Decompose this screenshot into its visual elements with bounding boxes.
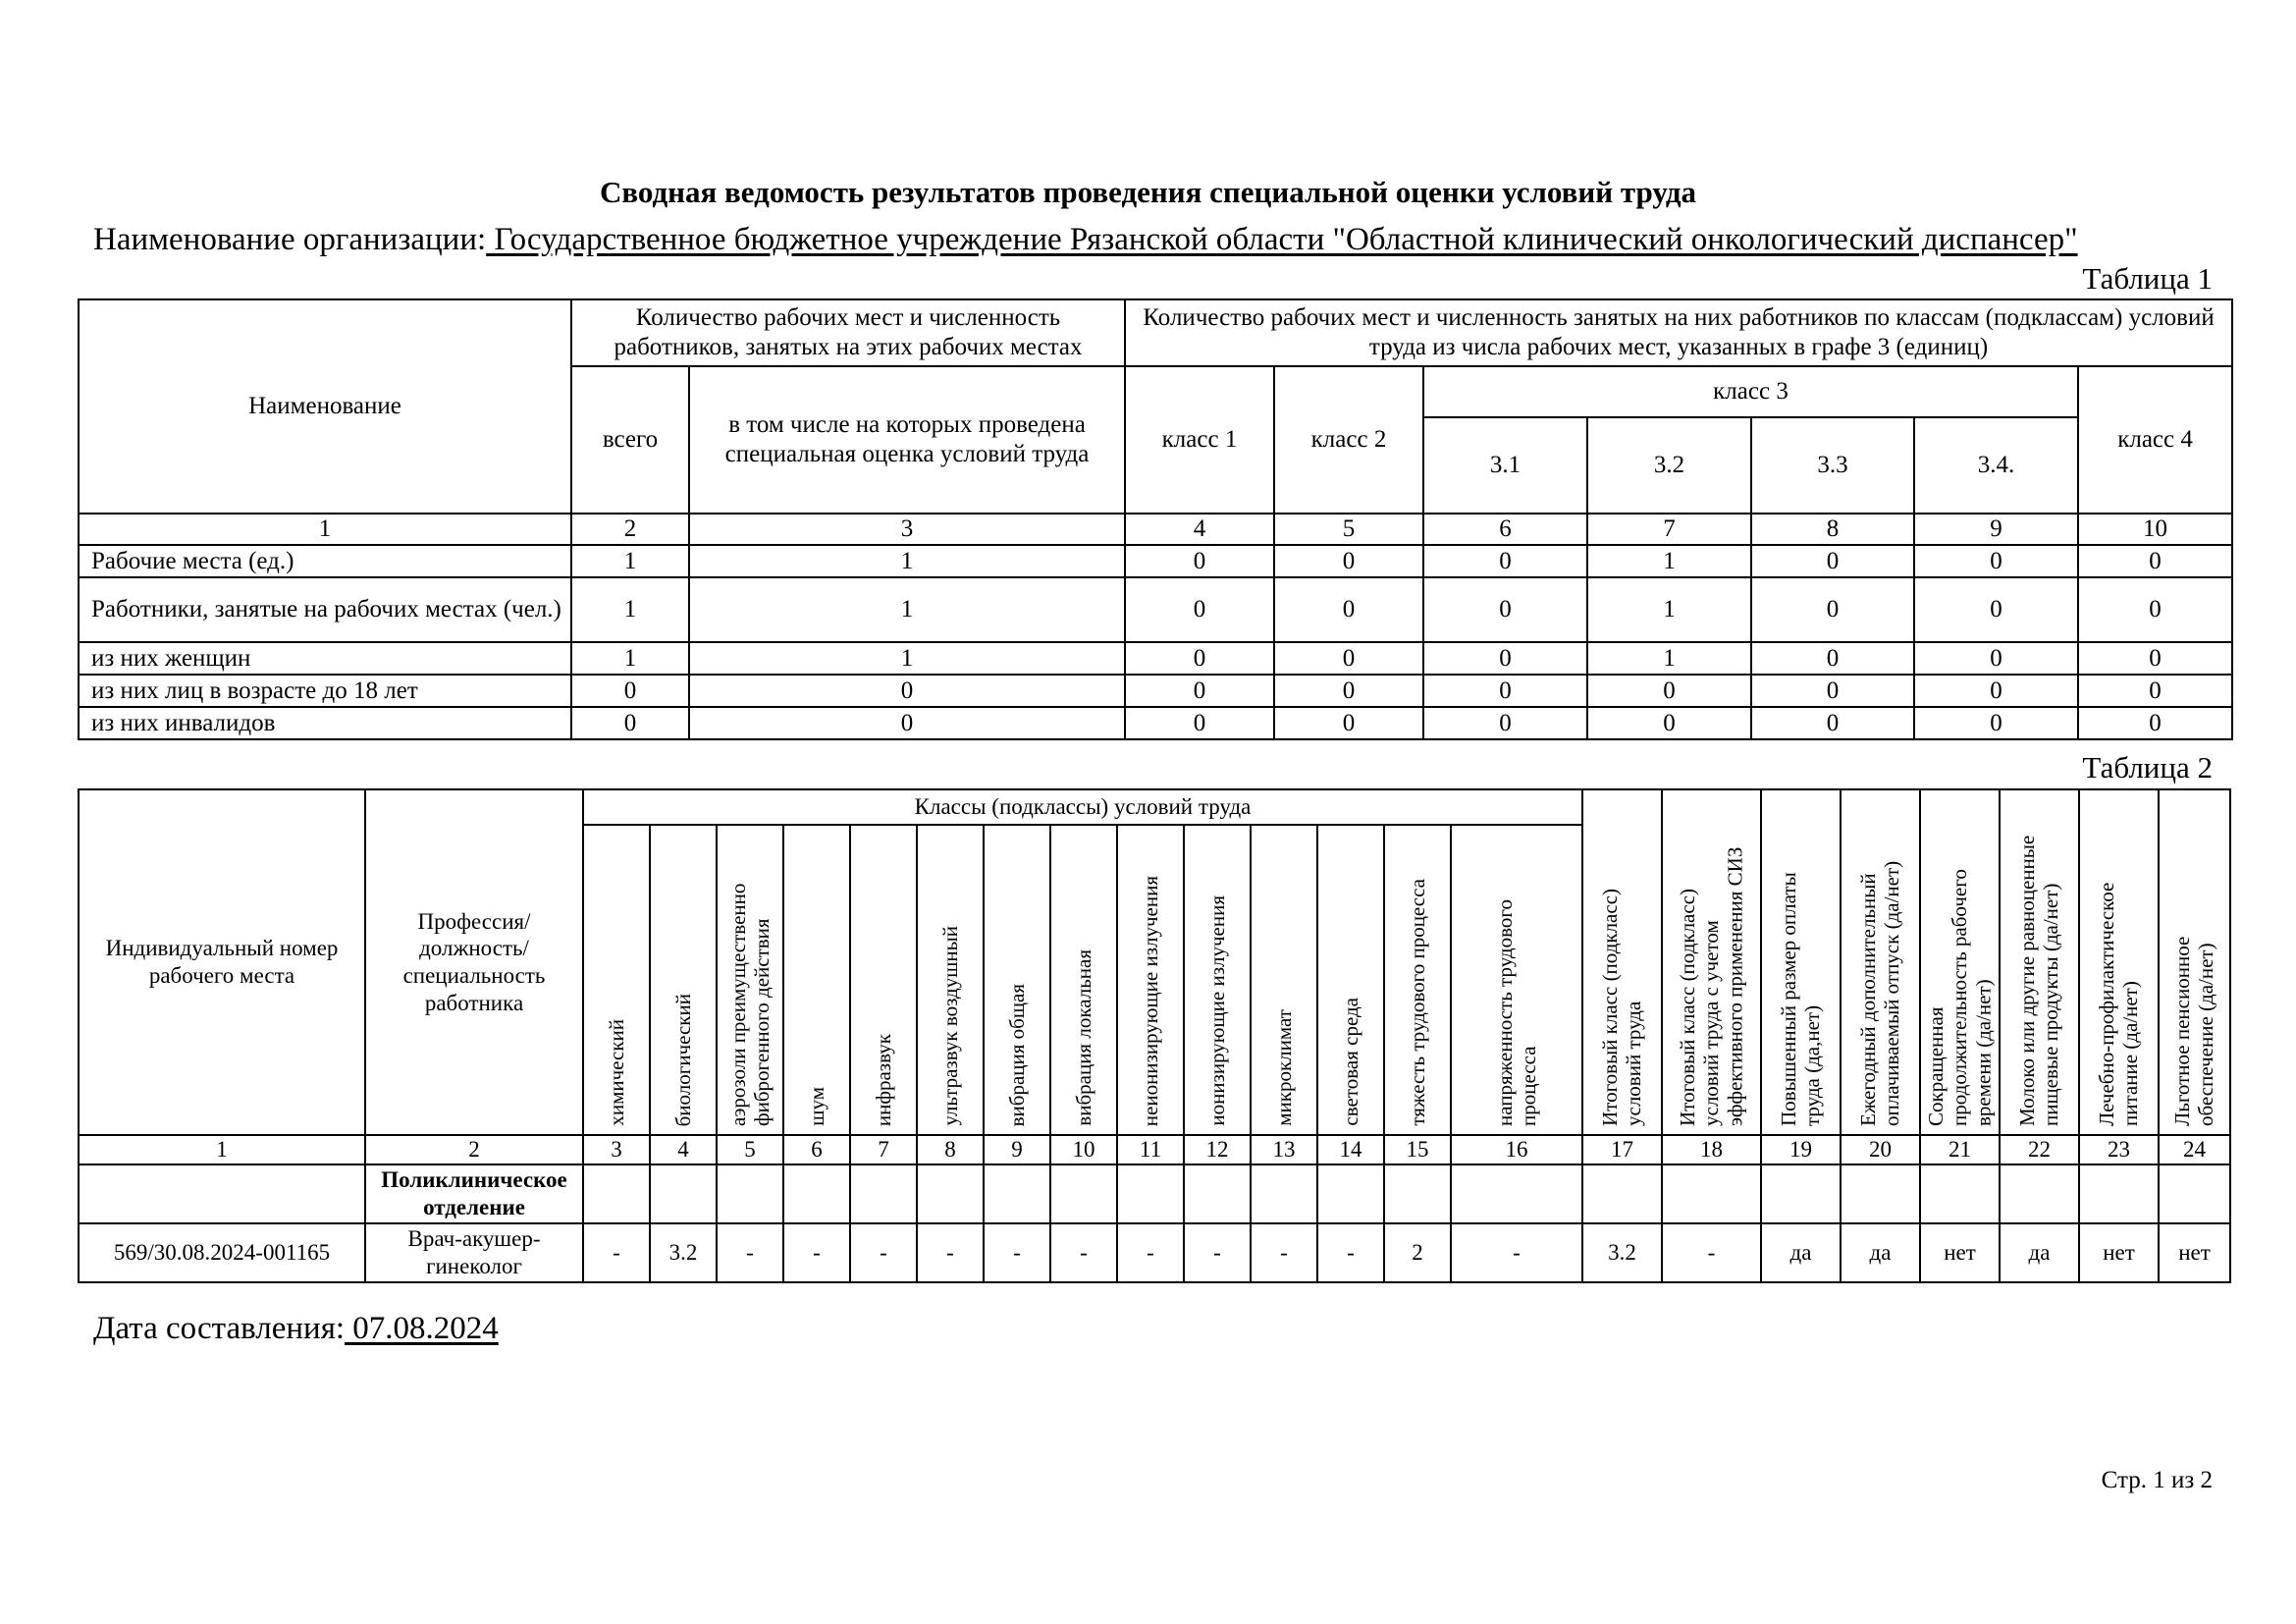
cell: 0 xyxy=(689,675,1125,707)
t1-header-name: Наименование xyxy=(79,299,571,514)
cell: - xyxy=(1251,1223,1317,1282)
t2-factor-non-ionizing xyxy=(1117,825,1184,1135)
cell: 1 xyxy=(689,545,1125,577)
cell: да xyxy=(1761,1223,1841,1282)
t2-colnum: 15 xyxy=(1384,1135,1451,1164)
t1-colnum: 6 xyxy=(1423,514,1587,545)
t2-factor-lighting xyxy=(1317,825,1384,1135)
header-text: ультразвук воздушный xyxy=(937,926,962,1126)
t1-colnum: 10 xyxy=(2078,514,2232,545)
cell: 0 xyxy=(1274,577,1423,642)
t2-colnum: 21 xyxy=(1920,1135,2000,1164)
t2-factor-aerosols xyxy=(717,825,783,1135)
organization-name: Государственное бюджетное учреждение Рязанской области "Областной клинический онкологический диспансер" xyxy=(486,222,2078,257)
header-text: вибрация общая xyxy=(1004,983,1029,1126)
t2-colnum: 4 xyxy=(650,1135,717,1164)
cell: 0 xyxy=(1751,577,1914,642)
t1-colnum: 3 xyxy=(689,514,1125,545)
t2-colnum: 8 xyxy=(917,1135,984,1164)
cell: нет xyxy=(2159,1223,2230,1282)
t1-header-class4: класс 4 xyxy=(2078,366,2232,514)
header-text: неионизирующие излучения xyxy=(1138,875,1162,1126)
t2-colnum: 18 xyxy=(1662,1135,1761,1164)
workplace-table xyxy=(78,788,2231,1283)
t1-header-total: всего xyxy=(571,366,689,514)
header-text: инфразвук xyxy=(871,1033,895,1126)
cell: - xyxy=(1117,1223,1184,1282)
summary-table xyxy=(78,298,2233,740)
t2-header-vacation xyxy=(1841,789,1920,1135)
table-row xyxy=(79,707,2232,739)
t1-colnum: 4 xyxy=(1125,514,1274,545)
date-label: Дата составления: xyxy=(93,1311,346,1346)
row-label: из них женщин xyxy=(79,642,571,675)
cell: 0 xyxy=(1274,545,1423,577)
cell: 3.2 xyxy=(1582,1223,1662,1282)
cell: 0 xyxy=(2078,577,2232,642)
t1-colnum: 5 xyxy=(1274,514,1423,545)
t2-colnum: 19 xyxy=(1761,1135,1841,1164)
page-number: Стр. 1 из 2 xyxy=(2101,1467,2213,1493)
header-text: химический xyxy=(604,1019,628,1126)
cell: - xyxy=(1184,1223,1251,1282)
date-value: 07.08.2024 xyxy=(345,1311,499,1346)
t1-header-class1: класс 1 xyxy=(1125,366,1274,514)
t2-colnum: 12 xyxy=(1184,1135,1251,1164)
cell: 0 xyxy=(1914,545,2078,577)
cell: 1 xyxy=(1587,545,1751,577)
t2-header-profession: Профессия/ должность/ специальность работника xyxy=(365,789,583,1135)
compilation-date xyxy=(93,1311,499,1347)
header-text: Итоговый класс (подкласс) условий труда xyxy=(1598,888,1646,1126)
cell: - xyxy=(717,1223,783,1282)
cell: - xyxy=(917,1223,984,1282)
empty-cell xyxy=(984,1164,1050,1223)
t2-header-final-class xyxy=(1582,789,1662,1135)
t2-factor-infrasound xyxy=(850,825,917,1135)
t2-factor-biological xyxy=(650,825,717,1135)
header-text: напряженность трудового процесса xyxy=(1492,899,1540,1126)
empty-cell xyxy=(583,1164,650,1223)
header-text: микроклимат xyxy=(1271,1009,1296,1126)
empty-cell xyxy=(1117,1164,1184,1223)
cell: - xyxy=(1317,1223,1384,1282)
t2-colnum: 9 xyxy=(984,1135,1050,1164)
t1-header-classes: Количество рабочих мест и численность занятых на них работников по классам (подклассам) условий труда из числа рабочих мест, указанных в графе 3 (единиц) xyxy=(1125,299,2232,366)
t2-header-short-hours xyxy=(1920,789,2000,1135)
t2-factor-ultrasound xyxy=(917,825,984,1135)
row-label: Работники, занятые на рабочих местах (чел.) xyxy=(79,577,571,642)
cell: 0 xyxy=(2078,545,2232,577)
t2-colnum: 1 xyxy=(79,1135,365,1164)
cell: 0 xyxy=(1914,577,2078,642)
t1-header-3-4: 3.4. xyxy=(1914,417,2078,514)
table-row xyxy=(79,545,2232,577)
header-text: биологический xyxy=(670,993,695,1126)
page-title: Сводная ведомость результатов проведения специальной оценки условий труда xyxy=(599,175,1697,209)
cell: 0 xyxy=(1423,545,1587,577)
cell: 0 xyxy=(1423,642,1587,675)
cell: нет xyxy=(2079,1223,2159,1282)
cell: 0 xyxy=(1423,707,1587,739)
cell: 1 xyxy=(571,545,689,577)
cell: да xyxy=(2000,1223,2079,1282)
cell: 0 xyxy=(1125,545,1274,577)
cell: 1 xyxy=(1587,577,1751,642)
cell: 1 xyxy=(571,577,689,642)
cell: 0 xyxy=(1751,642,1914,675)
cell: - xyxy=(583,1223,650,1282)
t1-header-class3: класс 3 xyxy=(1423,366,2078,417)
t2-colnum: 22 xyxy=(2000,1135,2079,1164)
t2-colnum: 24 xyxy=(2159,1135,2230,1164)
t2-factor-ionizing xyxy=(1184,825,1251,1135)
cell: 0 xyxy=(1423,577,1587,642)
t1-header-3-1: 3.1 xyxy=(1423,417,1587,514)
cell: да xyxy=(1841,1223,1920,1282)
t2-colnum: 5 xyxy=(717,1135,783,1164)
cell: 0 xyxy=(571,707,689,739)
t1-colnum: 1 xyxy=(79,514,571,545)
header-text: Итоговый класс (подкласс) условий труда с учетом эффективного применения СИЗ xyxy=(1676,846,1747,1126)
t2-colnum: 10 xyxy=(1050,1135,1117,1164)
header-text: Льготное пенсионное обеспечение (да/нет) xyxy=(2170,936,2218,1126)
cell: 0 xyxy=(1274,707,1423,739)
t2-colnum: 13 xyxy=(1251,1135,1317,1164)
t1-colnum: 2 xyxy=(571,514,689,545)
t2-factor-chemical xyxy=(583,825,650,1135)
t1-header-assessed: в том числе на которых проведена специальная оценка условий труда xyxy=(689,366,1125,514)
header-text: Ежегодный дополнительный оплачиваемый отпуск (да/нет) xyxy=(1856,860,1904,1126)
t2-section-row xyxy=(79,1164,2230,1223)
t2-header-pension xyxy=(2159,789,2230,1135)
empty-cell xyxy=(1582,1164,1662,1223)
organization-line xyxy=(93,222,2078,258)
empty-cell xyxy=(2079,1164,2159,1223)
workplace-profession: Врач-акушер-гинеколог xyxy=(365,1223,583,1282)
header-text: аэрозоли преимущественно фиброгенного действия xyxy=(725,883,774,1126)
empty-cell xyxy=(783,1164,850,1223)
t2-header-classes: Классы (подклассы) условий труда xyxy=(583,789,1582,825)
cell: 0 xyxy=(689,707,1125,739)
header-text: Повышенный размер оплаты труда (да,нет) xyxy=(1777,872,1825,1126)
t2-header-nutrition xyxy=(2079,789,2159,1135)
t1-header-3-3: 3.3 xyxy=(1751,417,1914,514)
table-row xyxy=(79,1223,2230,1282)
cell: 0 xyxy=(1914,675,2078,707)
row-label: из них инвалидов xyxy=(79,707,571,739)
t2-colnum: 2 xyxy=(365,1135,583,1164)
t2-colnum: 16 xyxy=(1451,1135,1582,1164)
t1-colnum: 7 xyxy=(1587,514,1751,545)
empty-cell xyxy=(1050,1164,1117,1223)
t2-colnum: 6 xyxy=(783,1135,850,1164)
empty-cell xyxy=(717,1164,783,1223)
table-row xyxy=(79,642,2232,675)
cell: - xyxy=(1451,1223,1582,1282)
cell: - xyxy=(783,1223,850,1282)
empty-cell xyxy=(1317,1164,1384,1223)
cell: 0 xyxy=(1125,707,1274,739)
header-text: Лечебно-профилактическое питание (да/нет) xyxy=(2095,882,2143,1126)
header-text: тяжесть трудового процесса xyxy=(1405,879,1429,1126)
cell: 0 xyxy=(2078,707,2232,739)
cell: 1 xyxy=(571,642,689,675)
t2-factor-microclimate xyxy=(1251,825,1317,1135)
t2-header-milk xyxy=(2000,789,2079,1135)
cell: 1 xyxy=(689,642,1125,675)
section-title: Поликлиническое отделение xyxy=(365,1164,583,1223)
cell: 0 xyxy=(1914,707,2078,739)
t2-factor-severity xyxy=(1384,825,1451,1135)
empty-cell xyxy=(650,1164,717,1223)
header-text: Молоко или другие равноценные пищевые продукты (да/нет) xyxy=(2015,835,2063,1126)
t1-column-numbers xyxy=(79,514,2232,545)
cell: - xyxy=(850,1223,917,1282)
empty-cell xyxy=(1841,1164,1920,1223)
row-label: из них лиц в возрасте до 18 лет xyxy=(79,675,571,707)
cell: - xyxy=(1662,1223,1761,1282)
header-text: световая среда xyxy=(1338,998,1362,1126)
empty-cell xyxy=(2159,1164,2230,1223)
t1-header-class2: класс 2 xyxy=(1274,366,1423,514)
cell: 0 xyxy=(1125,642,1274,675)
cell: 3.2 xyxy=(650,1223,717,1282)
t1-colnum: 8 xyxy=(1751,514,1914,545)
empty-cell xyxy=(1451,1164,1582,1223)
empty-cell xyxy=(2000,1164,2079,1223)
empty-cell xyxy=(1184,1164,1251,1223)
cell: 0 xyxy=(1274,675,1423,707)
cell: 1 xyxy=(689,577,1125,642)
cell: 0 xyxy=(1751,675,1914,707)
t2-colnum: 20 xyxy=(1841,1135,1920,1164)
t2-column-numbers xyxy=(79,1135,2230,1164)
empty-cell xyxy=(850,1164,917,1223)
t2-colnum: 23 xyxy=(2079,1135,2159,1164)
empty-cell xyxy=(79,1164,365,1223)
t2-colnum: 11 xyxy=(1117,1135,1184,1164)
cell: 0 xyxy=(1751,545,1914,577)
cell: 0 xyxy=(2078,675,2232,707)
cell: 0 xyxy=(1423,675,1587,707)
t2-factor-intensity xyxy=(1451,825,1582,1135)
t2-header-final-class-siz xyxy=(1662,789,1761,1135)
organization-label: Наименование организации: xyxy=(93,222,487,257)
cell: 0 xyxy=(571,675,689,707)
empty-cell xyxy=(1761,1164,1841,1223)
empty-cell xyxy=(1251,1164,1317,1223)
cell: 0 xyxy=(1274,642,1423,675)
header-text: Сокращенная продолжительность рабочего времени (да/нет) xyxy=(1924,869,1996,1126)
t2-factor-noise xyxy=(783,825,850,1135)
cell: 1 xyxy=(1587,642,1751,675)
t2-colnum: 7 xyxy=(850,1135,917,1164)
t2-colnum: 3 xyxy=(583,1135,650,1164)
cell: 0 xyxy=(1587,675,1751,707)
table2-label: Таблица 2 xyxy=(2082,750,2213,785)
row-label: Рабочие места (ед.) xyxy=(79,545,571,577)
t2-colnum: 14 xyxy=(1317,1135,1384,1164)
cell: 0 xyxy=(1587,707,1751,739)
empty-cell xyxy=(1662,1164,1761,1223)
t2-colnum: 17 xyxy=(1582,1135,1662,1164)
t2-factor-vibration-general xyxy=(984,825,1050,1135)
workplace-id: 569/30.08.2024-001165 xyxy=(79,1223,365,1282)
empty-cell xyxy=(1920,1164,2000,1223)
table-row xyxy=(79,675,2232,707)
header-text: ионизирующие излучения xyxy=(1204,895,1229,1126)
header-text: шум xyxy=(804,1087,828,1126)
cell: нет xyxy=(1920,1223,2000,1282)
cell: 0 xyxy=(1125,675,1274,707)
t1-header-3-2: 3.2 xyxy=(1587,417,1751,514)
cell: 0 xyxy=(1751,707,1914,739)
t2-header-id: Индивидуальный номер рабочего места xyxy=(79,789,365,1135)
cell: 0 xyxy=(1125,577,1274,642)
header-text: вибрация локальная xyxy=(1071,949,1095,1126)
table1-label: Таблица 1 xyxy=(2082,261,2213,296)
table-row xyxy=(79,577,2232,642)
empty-cell xyxy=(1384,1164,1451,1223)
cell: 0 xyxy=(2078,642,2232,675)
t2-header-pay xyxy=(1761,789,1841,1135)
cell: - xyxy=(984,1223,1050,1282)
cell: 0 xyxy=(1914,642,2078,675)
t2-factor-vibration-local xyxy=(1050,825,1117,1135)
cell: 2 xyxy=(1384,1223,1451,1282)
t1-colnum: 9 xyxy=(1914,514,2078,545)
t1-header-count: Количество рабочих мест и численность работников, занятых на этих рабочих местах xyxy=(571,299,1125,366)
empty-cell xyxy=(917,1164,984,1223)
cell: - xyxy=(1050,1223,1117,1282)
